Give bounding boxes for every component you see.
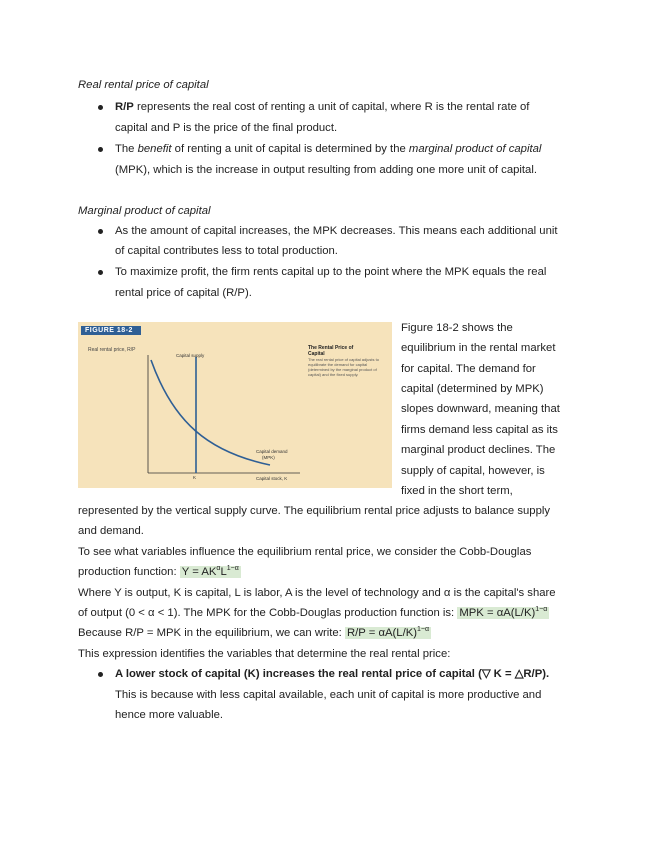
eq3-base: R/P = αA(L/K): [346, 627, 418, 639]
benefit-pre: The: [115, 143, 138, 155]
benefit-mid: of renting a unit of capital is determined by the: [171, 143, 409, 155]
figure-label: FIGURE 18-2: [81, 326, 141, 335]
body-line-production-function: [78, 565, 241, 579]
production-function-pre: production function:: [78, 566, 180, 578]
demand-label-2: (MPK): [262, 455, 275, 460]
figure-y-axis-title: Real rental price, R/P: [88, 347, 136, 353]
section-heading-mpk: Marginal product of capital: [78, 205, 211, 217]
fig-text-line: Figure 18-2 shows the: [401, 322, 513, 334]
bullet-rp-line2: capital and P is the price of the final product.: [115, 122, 338, 134]
eq1-sup-1-alpha: 1−α: [226, 565, 239, 572]
final-bullet-line2: This is because with less capital available, each unit of capital is more productive and: [115, 689, 542, 701]
mpk-term: marginal product of capital: [408, 143, 542, 155]
benefit-term: benefit: [137, 143, 172, 155]
rp-text: represents the real cost of renting a unit of capital, where R is the rental rate of: [133, 101, 530, 113]
bullet-profit-line2: rental price of capital (R/P).: [115, 287, 252, 299]
demand-curve: [151, 360, 270, 465]
caption-title-line1: The Rental Price of: [308, 345, 354, 351]
bullet-mpk-line1: As the amount of capital increases, the MPK decreases. This means each additional unit: [115, 225, 558, 237]
final-bullet-line3: hence more valuable.: [115, 709, 224, 721]
figure-18-2: [78, 322, 392, 488]
body-line: To see what variables influence the equilibrium rental price, we consider the Cobb-Douglas: [78, 546, 532, 558]
bullet-profit-line1: To maximize profit, the firm rents capital up to the point where the MPK equals the real: [115, 266, 547, 278]
mpk-pre: of output (0 < α < 1). The MPK for the Cobb-Douglas production function is:: [78, 607, 458, 619]
rp-term: R/P: [115, 101, 134, 113]
eq1-base: Y = AK: [181, 566, 217, 578]
caption-title-line2: Capital: [308, 351, 325, 357]
body-line: and demand.: [78, 525, 144, 537]
rp-equation: [345, 627, 431, 639]
eq2-base: MPK = αA(L/K): [459, 607, 536, 619]
fig-text-line: slopes downward, meaning that: [401, 403, 560, 415]
fig-text-line: supply of capital, however, is: [401, 465, 545, 477]
eq3-sup: 1−α: [417, 626, 430, 633]
eq1-sup-alpha: α: [216, 565, 221, 572]
caption-title: [308, 345, 353, 357]
caption-body: The real rental price of capital adjusts to equilibrate the demand for capital (determined by the marginal product of capital) and the fixed supply.: [308, 357, 379, 377]
eq2-sup: 1−α: [535, 606, 548, 613]
body-line: Where Y is output, K is capital, L is labor, A is the level of technology and α is the capital's share: [78, 587, 556, 599]
supply-label: Capital supply: [176, 353, 205, 358]
eq1-l: L: [220, 566, 227, 578]
fig-text-line: equilibrium in the rental market: [401, 342, 556, 354]
bullet-benefit-line2: (MPK), which is the increase in output resulting from adding one more unit of capital.: [115, 164, 537, 176]
bullet-mpk-line2: of capital contributes less to total production.: [115, 245, 338, 257]
bullet-dot: [98, 105, 103, 110]
fig-text-line: firms demand less capital as its: [401, 424, 558, 436]
body-line-rp-equation: [78, 626, 431, 640]
fig-text-line: capital (determined by MPK): [401, 383, 544, 395]
fig-text-line: for capital. The demand for: [401, 363, 536, 375]
body-line: This expression identifies the variables that determine the real rental price:: [78, 648, 451, 660]
bullet-dot: [98, 672, 103, 677]
fig-text-line: fixed in the short term,: [401, 485, 513, 497]
cobb-douglas-equation: [180, 566, 241, 578]
section-heading-rental-price: Real rental price of capital: [78, 79, 209, 91]
body-line: represented by the vertical supply curve. The equilibrium rental price adjusts to balance supply: [78, 505, 551, 517]
x-tick-k: K: [193, 475, 197, 480]
bullet-dot: [98, 270, 103, 275]
demand-label-1: Capital demand: [256, 449, 288, 454]
bullet-benefit-line1: [115, 142, 541, 156]
x-axis-title: Capital stock, K: [256, 476, 288, 481]
bullet-dot: [98, 229, 103, 234]
rp-pre: Because R/P = MPK in the equilibrium, we can write:: [78, 627, 345, 639]
bullet-dot: [98, 147, 103, 152]
bullet-rp-line1: [115, 100, 529, 114]
mpk-equation: [457, 607, 549, 619]
fig-text-line: marginal product declines. The: [401, 444, 556, 456]
final-bullet-bold: A lower stock of capital (K) increases the real rental price of capital (▽ K = △R/P).: [115, 668, 550, 680]
body-line-mpk-equation: [78, 606, 549, 620]
